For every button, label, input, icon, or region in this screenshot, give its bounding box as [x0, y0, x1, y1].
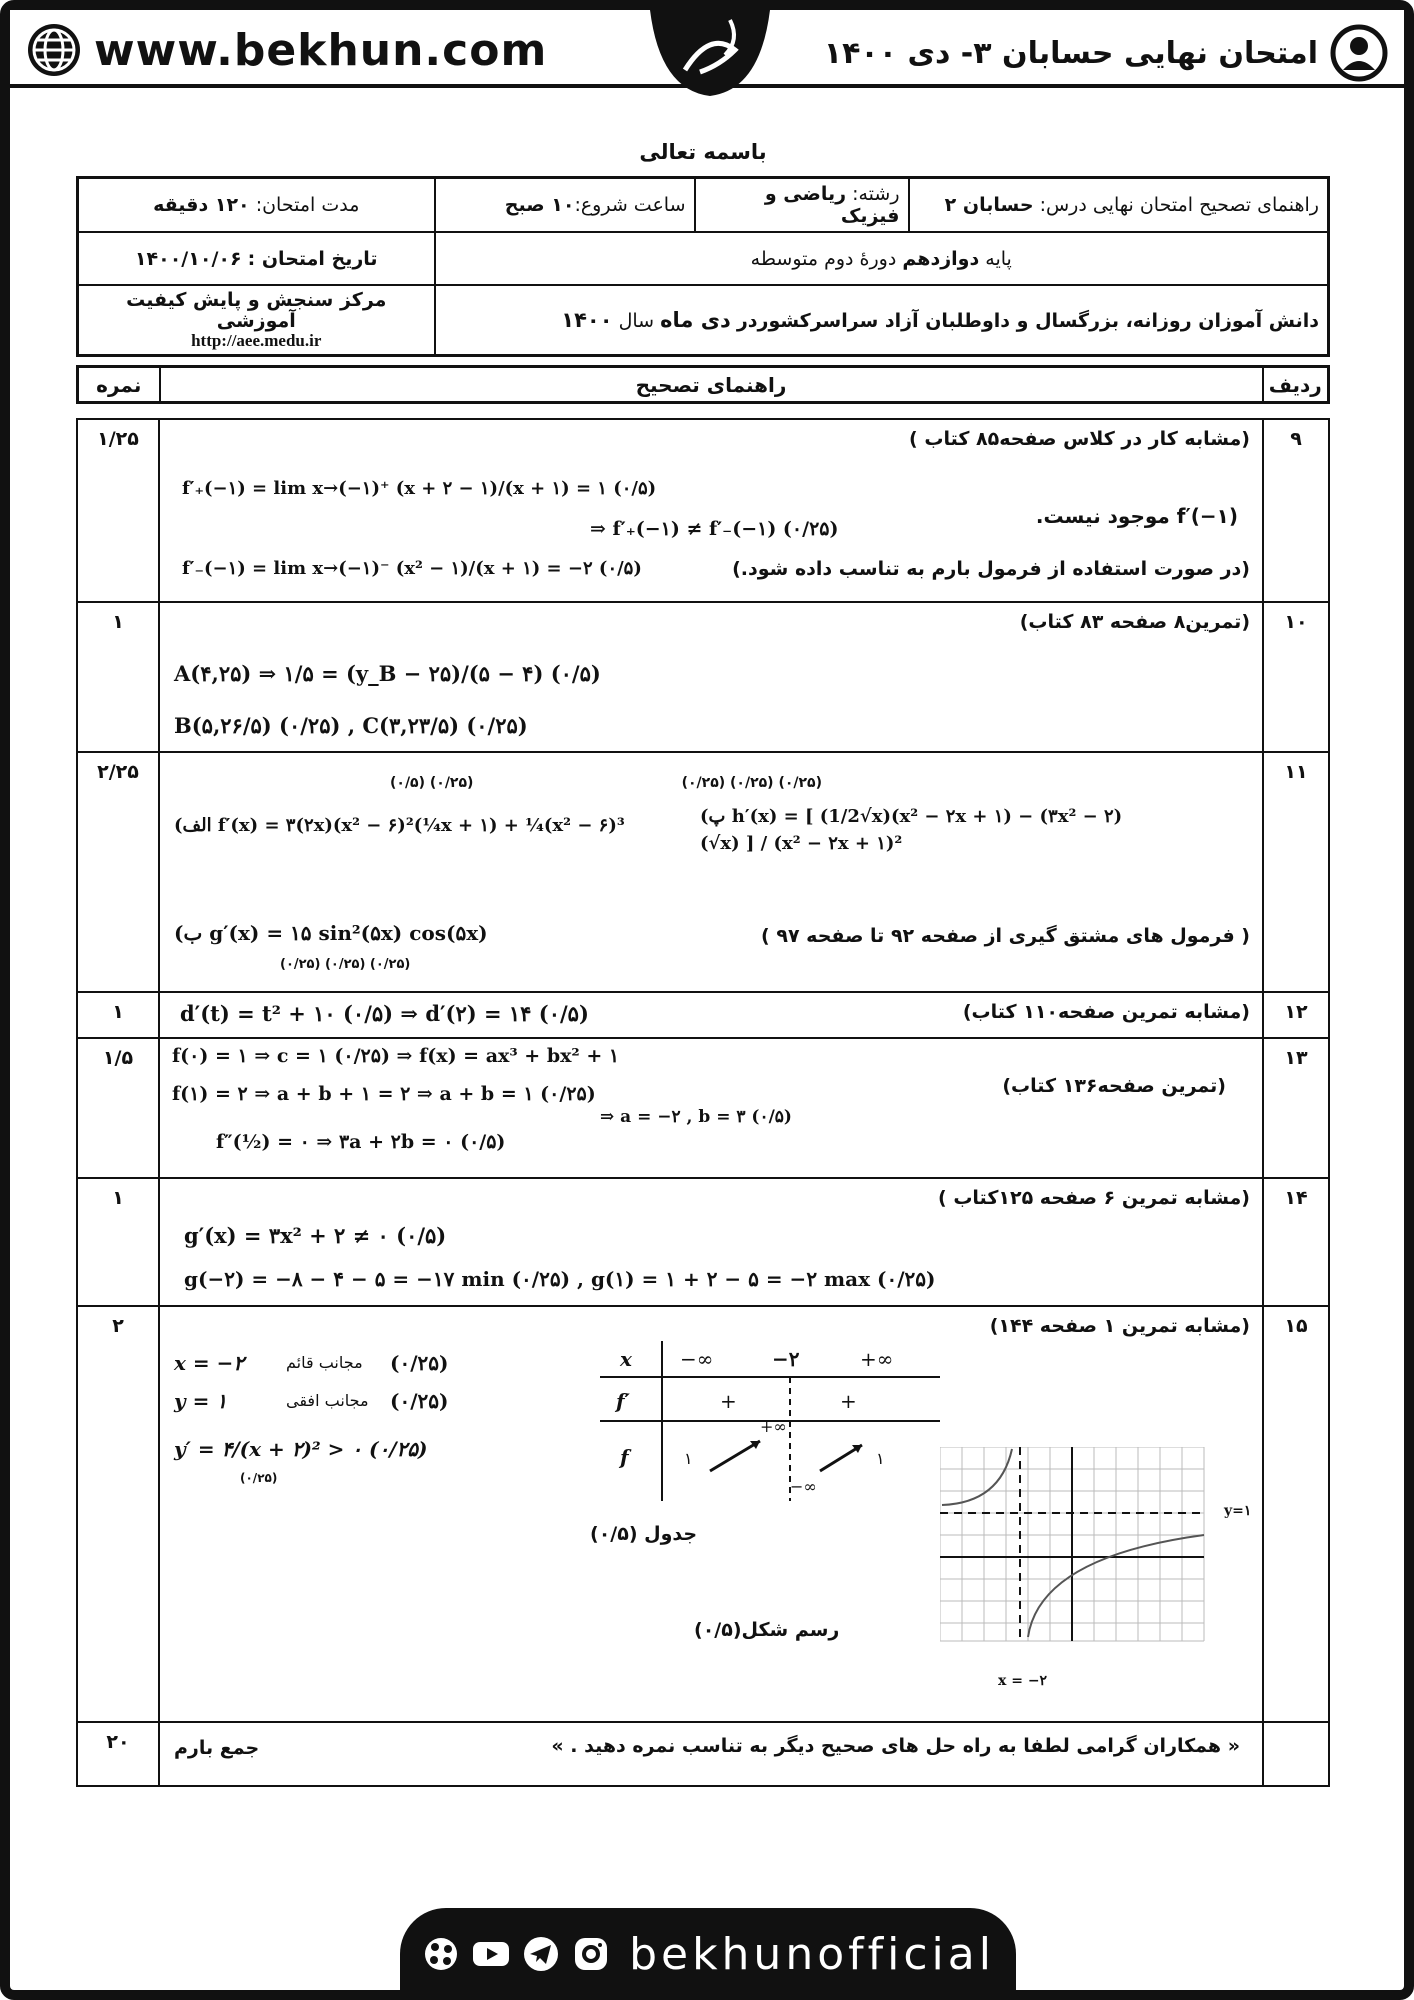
- formula-line: f(۱) = ۲ ⇒ a + b + ۱ = ۲ ⇒ a + b = ۱ (۰/۲۵): [172, 1083, 596, 1106]
- formula-line: (پ h′(x) = [ (1/2√x)(x² − ۲x + ۱) − (۳x² − ۲)(√x) ] / (x² − ۲x + ۱)²: [700, 806, 1123, 855]
- column-header: [76, 365, 1330, 404]
- note: (در صورت استفاده از فرمول بارم به تناسب داده شود.): [732, 558, 1250, 581]
- row-number: ۱۲: [1263, 992, 1329, 1038]
- exam-info-table: [76, 176, 1330, 357]
- row-body: [159, 1038, 1263, 1178]
- row-number: [1263, 1722, 1329, 1786]
- social-footer: [400, 1908, 1016, 2000]
- formula-line: f(۰) = ۱ ⇒ c = ۱ (۰/۲۵) ⇒ f(x) = ax³ + bx² + ۱: [172, 1045, 620, 1068]
- user-icon: [1330, 24, 1388, 82]
- row-number: ۱۵: [1263, 1306, 1329, 1722]
- aparat-icon[interactable]: [421, 1934, 461, 1974]
- formula-line: ⇒ a = −۲ , b = ۳ (۰/۵): [600, 1107, 792, 1128]
- total-score: ۲۰: [77, 1722, 159, 1786]
- globe-icon: [26, 22, 82, 78]
- formula-line: f″(½) = ۰ ⇒ ۳a + ۲b = ۰ (۰/۵): [216, 1131, 506, 1154]
- social-handle[interactable]: bekhunofficial: [629, 1928, 995, 1980]
- col-score: نمره: [78, 367, 160, 403]
- row-score: ۲: [77, 1306, 159, 1722]
- site-link[interactable]: [26, 22, 547, 78]
- note: f′(−۱) موجود نیست.: [1035, 504, 1238, 529]
- field-cell: [695, 178, 909, 233]
- table-caption: جدول (۰/۵): [590, 1523, 698, 1546]
- date-label: تاریخ امتحان :: [247, 247, 378, 270]
- center-url[interactable]: http://aee.medu.ir: [191, 330, 322, 350]
- grade-suffix: دورهٔ دوم متوسطه: [750, 247, 897, 270]
- row-score: ۱: [77, 992, 159, 1038]
- table-row: [77, 602, 1329, 752]
- exam-month: دی ماه: [660, 308, 731, 333]
- vertical-asymptote: x = −۲: [174, 1351, 245, 1376]
- table-header-fprime: f′: [616, 1389, 630, 1414]
- row-number: ۹: [1263, 419, 1329, 602]
- table-cell: +∞: [760, 1417, 787, 1437]
- row-body: [159, 1722, 1263, 1786]
- row-body: [159, 752, 1263, 992]
- total-row: [77, 1722, 1329, 1786]
- function-graph: [940, 1447, 1210, 1690]
- formula-line: B(۵,۲۶/۵) (۰/۲۵) , C(۳,۲۳/۵) (۰/۲۵): [174, 713, 528, 739]
- formula-line: f′₋(−۱) = lim x→(−۱)⁻ (x² − ۱)/(x + ۱) = −۲ (۰/۵): [182, 558, 642, 580]
- instagram-icon[interactable]: [571, 1934, 611, 1974]
- row-number: ۱۱: [1263, 752, 1329, 992]
- year-prefix: سال: [618, 310, 655, 333]
- table-cell: +: [720, 1389, 737, 1414]
- center-cell: [78, 285, 435, 356]
- table-row: [77, 419, 1329, 602]
- row-number: ۱۰: [1263, 602, 1329, 752]
- field-name: ریاضی و فیزیک: [764, 183, 900, 227]
- row-score: ۲/۲۵: [77, 752, 159, 992]
- exam-title-text: امتحان نهایی حسابان ۳- دی ۱۴۰۰: [823, 35, 1318, 71]
- table-header-x: x: [620, 1347, 632, 1372]
- telegram-icon[interactable]: [521, 1934, 561, 1974]
- closing-note: « همکاران گرامی لطفا به راه حل های صحیح دیگر به تناسب نمره دهید . »: [551, 1735, 1240, 1758]
- row-score: ۱: [77, 1178, 159, 1306]
- table-cell: ۱: [684, 1449, 693, 1469]
- formula-line: (الف f′(x) = ۳(۲x)(x² − ۶)²(¼x + ۱) + ¼(x² − ۶)³: [174, 815, 625, 837]
- formula-line: y′ = ۴/(x + ۲)² > ۰ (۰/۲۵): [174, 1437, 428, 1462]
- table-row: [77, 752, 1329, 992]
- formula-line: g′(x) = ۳x² + ۲ ≠ ۰ (۰/۵): [184, 1223, 447, 1249]
- table-cell: ۱: [876, 1449, 885, 1469]
- row-score: ۱/۲۵: [77, 419, 159, 602]
- score-marks: (۰/۲۵): [390, 1389, 449, 1414]
- score-marks: (۰/۲۵) (۰/۲۵) (۰/۲۵): [681, 775, 822, 792]
- start-label: ساعت شروع:: [574, 194, 686, 216]
- row-body: [159, 1306, 1263, 1722]
- table-cell: +∞: [860, 1347, 894, 1372]
- table-row: [77, 1038, 1329, 1178]
- site-url[interactable]: www.bekhun.com: [94, 24, 548, 76]
- formula-line: f′₊(−۱) = lim x→(−۱)⁺ (x + ۲ − ۱)/(x + ۱) = ۱ (۰/۵): [182, 478, 657, 500]
- row-score: ۱/۵: [77, 1038, 159, 1178]
- book-ref: (تمرین۸ صفحه ۸۳ کتاب): [1019, 611, 1250, 634]
- score-marks: (۰/۲۵) (۰/۲۵) (۰/۲۵): [280, 957, 411, 973]
- students-cell: [435, 285, 1329, 356]
- course-name: حسابان ۲: [944, 194, 1034, 216]
- students-text: دانش آموزان روزانه، بزرگسال و داوطلبان آزاد سراسرکشوردر: [736, 310, 1319, 333]
- duration-value: ۱۲۰ دقیقه: [153, 194, 250, 216]
- table-cell: +: [840, 1389, 857, 1414]
- formula-line: ⇒ f′₊(−۱) ≠ f′₋(−۱) (۰/۲۵): [590, 518, 839, 541]
- total-label: جمع بارم: [174, 1737, 260, 1760]
- book-ref: (مشابه تمرین ۶ صفحه ۱۲۵کتاب ): [938, 1187, 1250, 1210]
- guide-label: راهنمای تصحیح امتحان نهایی درس:: [1039, 194, 1319, 216]
- basmala: باسمه تعالی: [639, 140, 767, 164]
- graph-x-label: x = −۲: [998, 1673, 1048, 1690]
- formula-line: (ب g′(x) = ۱۵ sin²(۵x) cos(۵x): [174, 921, 488, 946]
- table-header-f: f: [620, 1445, 629, 1470]
- grade-prefix: پایه: [985, 247, 1012, 270]
- col-guide: راهنمای تصحیح: [160, 367, 1263, 403]
- col-row: ردیف: [1263, 367, 1329, 403]
- table-row: [77, 1306, 1329, 1722]
- header-bar: [10, 10, 1404, 88]
- graph-y-label: y=۱: [1224, 1503, 1252, 1520]
- row-body: [159, 602, 1263, 752]
- note: ( فرمول های مشتق گیری از صفحه ۹۲ تا صفحه ۹۷ ): [761, 925, 1250, 948]
- table-cell: −∞: [790, 1477, 817, 1497]
- start-cell: [435, 178, 695, 233]
- answer-key-document: [76, 140, 1330, 1787]
- table-cell: −∞: [680, 1347, 714, 1372]
- formula-line: A(۴,۲۵) ⇒ ۱/۵ = (y_B − ۲۵)/(۵ − ۴) (۰/۵): [174, 661, 601, 687]
- table-row: [77, 992, 1329, 1038]
- asymptote-label: مجانب افقی: [286, 1391, 369, 1411]
- exam-title: [824, 24, 1388, 82]
- book-ref: (مشابه کار در کلاس صفحه۸۵ کتاب ): [909, 428, 1250, 451]
- book-ref: (مشابه تمرین ۱ صفحه ۱۴۴): [989, 1315, 1250, 1338]
- book-ref: (تمرین صفحه۱۳۶ کتاب): [1002, 1075, 1226, 1098]
- duration-cell: [78, 178, 435, 233]
- date-value: ۱۴۰۰/۱۰/۰۶: [134, 247, 242, 270]
- grade-value: دوازدهم: [902, 247, 980, 270]
- start-time: ۱۰ صبح: [504, 194, 575, 216]
- row-body: [159, 1178, 1263, 1306]
- center-name: مرکز سنجش و پایش کیفیت آموزشی: [126, 289, 387, 332]
- score-marks: (۰/۵) (۰/۲۵): [390, 775, 474, 792]
- table-cell: −۲: [772, 1347, 800, 1372]
- score-marks: (۰/۲۵): [390, 1351, 449, 1376]
- asymptote-label: مجانب قائم: [286, 1353, 363, 1373]
- graph-caption: رسم شکل(۰/۵): [694, 1619, 840, 1642]
- score-marks: (۰/۲۵): [240, 1471, 278, 1486]
- course-cell: [909, 178, 1329, 233]
- horizontal-asymptote: y = ۱: [174, 1389, 228, 1414]
- table-row: [77, 1178, 1329, 1306]
- row-body: [159, 992, 1263, 1038]
- answers-table: [76, 418, 1330, 1787]
- book-ref: (مشابه تمرین صفحه۱۱۰ کتاب): [962, 1001, 1250, 1024]
- row-score: ۱: [77, 602, 159, 752]
- date-cell: [78, 232, 435, 285]
- formula-line: d′(t) = t² + ۱۰ (۰/۵) ⇒ d′(۲) = ۱۴ (۰/۵): [180, 1001, 589, 1027]
- row-number: ۱۳: [1263, 1038, 1329, 1178]
- row-number: ۱۴: [1263, 1178, 1329, 1306]
- exam-year: ۱۴۰۰: [561, 308, 613, 333]
- field-label: رشته:: [852, 183, 900, 205]
- row-body: [159, 419, 1263, 602]
- brand-logo-icon: [640, 10, 780, 98]
- duration-label: مدت امتحان:: [255, 194, 360, 216]
- formula-line: g(−۲) = −۸ − ۴ − ۵ = −۱۷ min (۰/۲۵) , g(۱) = ۱ + ۲ − ۵ = −۲ max (۰/۲۵): [184, 1267, 936, 1292]
- grade-cell: [435, 232, 1329, 285]
- youtube-icon[interactable]: [471, 1934, 511, 1974]
